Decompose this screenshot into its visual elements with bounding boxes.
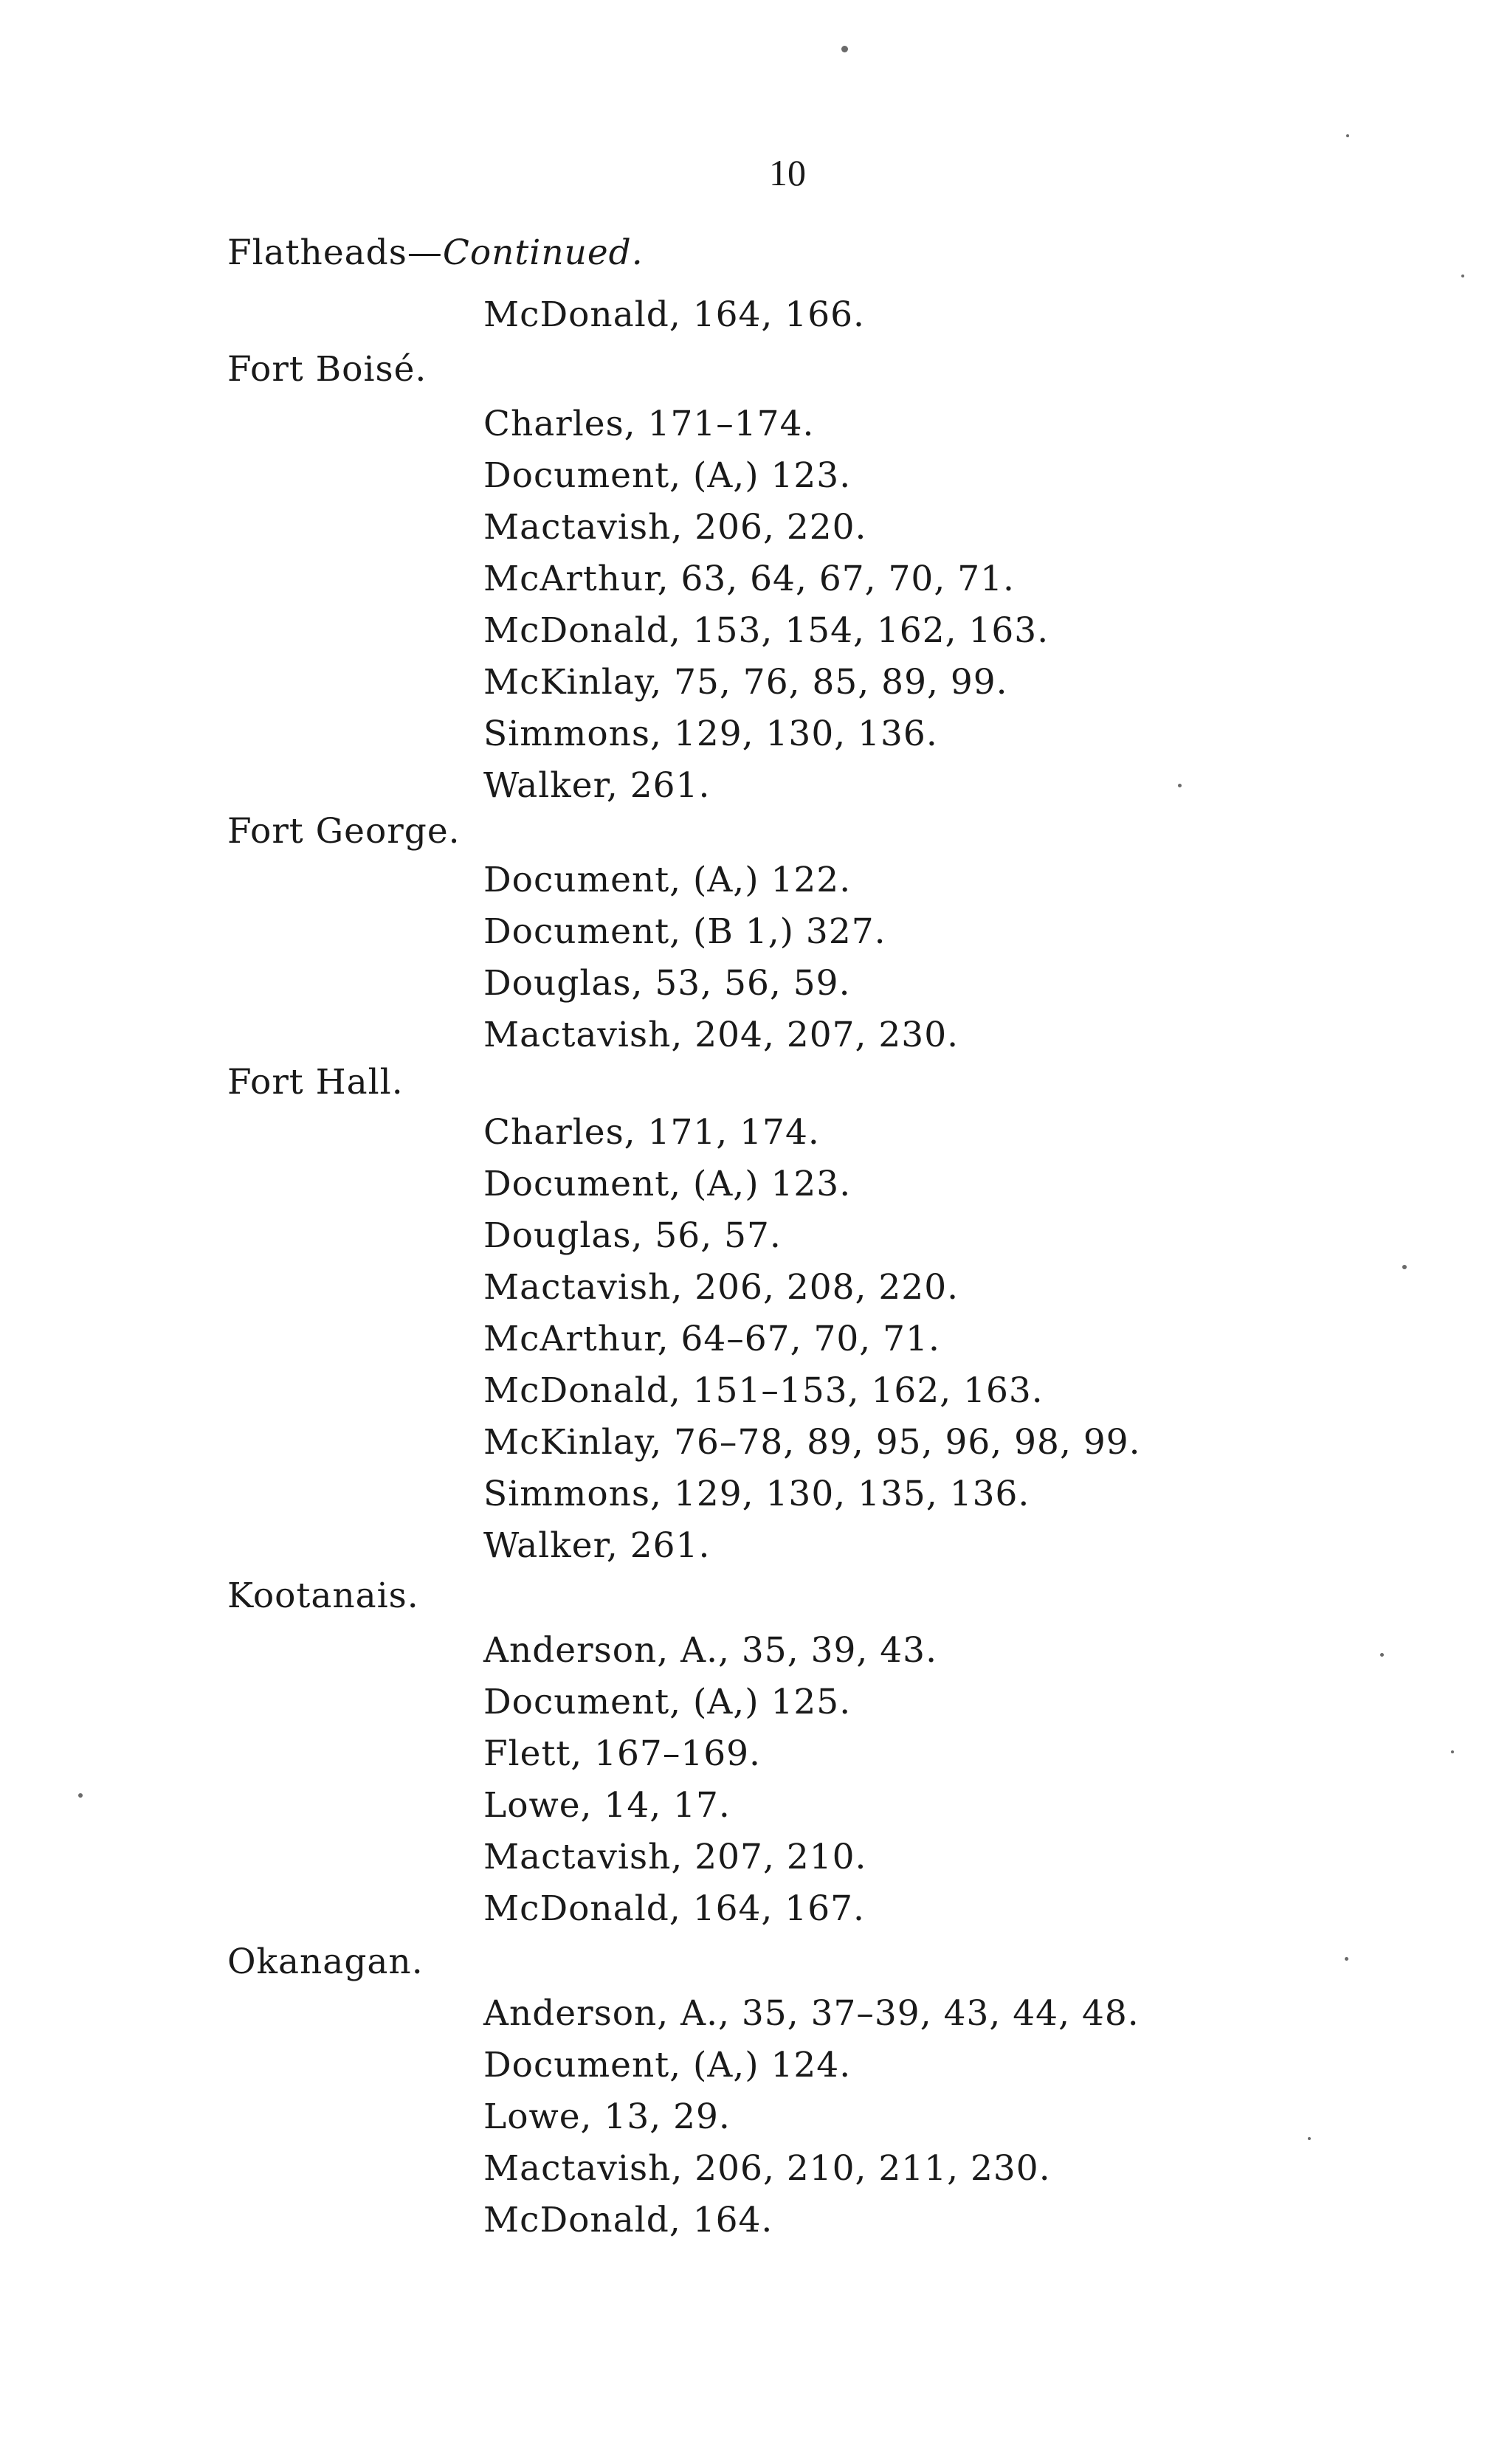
- index-entry: Douglas, 56, 57.: [483, 1215, 782, 1256]
- section-heading-kootanais: Kootanais.: [227, 1576, 419, 1616]
- heading-text: Flatheads—: [227, 232, 443, 273]
- index-entry: Document, (A,) 123.: [483, 455, 852, 496]
- scan-speck: [1461, 275, 1464, 277]
- index-entry: Mactavish, 207, 210.: [483, 1837, 867, 1877]
- scan-speck: [1380, 1653, 1384, 1657]
- page-number: 10: [769, 152, 806, 193]
- index-entry: Anderson, A., 35, 39, 43.: [483, 1630, 938, 1671]
- index-entry: Document, (A,) 122.: [483, 860, 852, 900]
- index-entry: Document, (A,) 123.: [483, 1164, 852, 1204]
- index-entry: Document, (A,) 125.: [483, 1682, 852, 1722]
- index-entry: McDonald, 153, 154, 162, 163.: [483, 610, 1049, 651]
- index-entry: Lowe, 13, 29.: [483, 2097, 731, 2137]
- index-entry: McDonald, 164, 166.: [483, 294, 865, 335]
- section-heading-fort-hall: Fort Hall.: [227, 1062, 404, 1102]
- index-entry: McDonald, 164, 167.: [483, 1888, 865, 1929]
- index-entry: Simmons, 129, 130, 136.: [483, 714, 938, 754]
- index-entry: Document, (A,) 124.: [483, 2045, 852, 2085]
- heading-continued: Continued.: [442, 232, 644, 273]
- index-entry: Anderson, A., 35, 37–39, 43, 44, 48.: [483, 1993, 1140, 2034]
- index-entry: Mactavish, 204, 207, 230.: [483, 1015, 959, 1055]
- index-entry: Lowe, 14, 17.: [483, 1785, 731, 1826]
- index-entry: Mactavish, 206, 210, 211, 230.: [483, 2148, 1051, 2189]
- scan-speck: [78, 1793, 83, 1798]
- scan-speck: [1451, 1750, 1454, 1753]
- index-entry: Flett, 167–169.: [483, 1733, 761, 1774]
- index-entry: McDonald, 164.: [483, 2200, 773, 2240]
- section-heading-fort-george: Fort George.: [227, 811, 461, 852]
- index-entry: Charles, 171–174.: [483, 404, 815, 444]
- index-entry: Douglas, 53, 56, 59.: [483, 963, 851, 1004]
- scan-speck: [1402, 1265, 1407, 1269]
- index-entry: Walker, 261.: [483, 1525, 711, 1566]
- scan-speck: [1345, 1957, 1348, 1961]
- index-entry: Charles, 171, 174.: [483, 1112, 820, 1153]
- section-heading-okanagan: Okanagan.: [227, 1942, 424, 1982]
- scan-speck: [1308, 2137, 1311, 2140]
- index-entry: Mactavish, 206, 220.: [483, 507, 867, 548]
- index-entry: McKinlay, 75, 76, 85, 89, 99.: [483, 662, 1008, 703]
- scan-speck: [841, 46, 848, 52]
- scan-speck: [1178, 784, 1182, 787]
- index-entry: McArthur, 64–67, 70, 71.: [483, 1319, 940, 1359]
- index-entry: Document, (B 1,) 327.: [483, 911, 886, 952]
- section-heading-flatheads: [227, 227, 644, 279]
- section-heading-fort-boise: Fort Boisé.: [227, 349, 427, 390]
- scan-speck: [1346, 134, 1349, 137]
- index-entry: Simmons, 129, 130, 135, 136.: [483, 1474, 1030, 1514]
- index-entry: McKinlay, 76–78, 89, 95, 96, 98, 99.: [483, 1422, 1141, 1463]
- index-entry: Mactavish, 206, 208, 220.: [483, 1267, 959, 1308]
- index-entry: Walker, 261.: [483, 765, 711, 806]
- index-entry: McDonald, 151–153, 162, 163.: [483, 1370, 1044, 1411]
- index-entry: McArthur, 63, 64, 67, 70, 71.: [483, 559, 1015, 599]
